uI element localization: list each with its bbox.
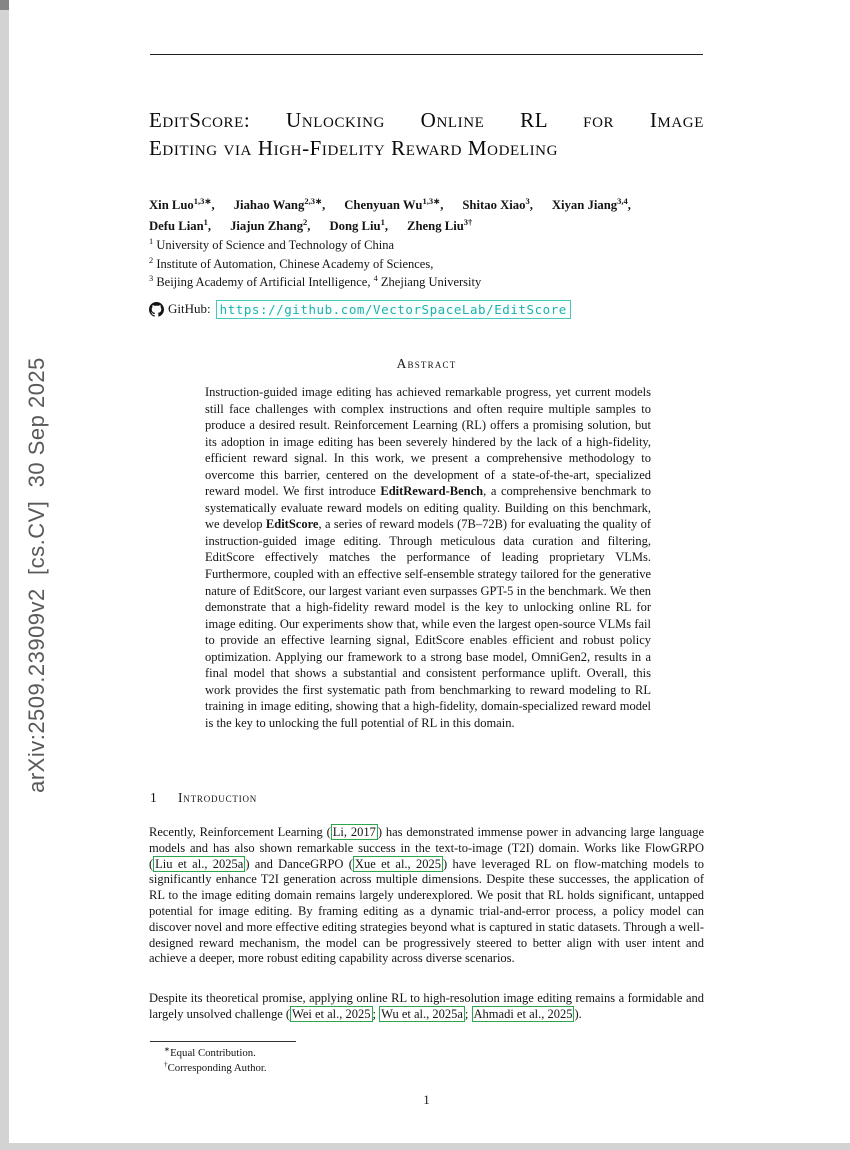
top-rule bbox=[150, 54, 703, 55]
footnotes-block bbox=[150, 1046, 703, 1075]
text-run: Defu Lian bbox=[149, 218, 204, 233]
section-heading-introduction bbox=[150, 790, 703, 806]
abstract-heading: Abstract bbox=[396, 356, 457, 371]
text-run: ) has demonstrated immense power in advancing large language models and has also shown remarkable success in the text-to-image (T2I) domain. Works like FlowGRPO ( bbox=[149, 825, 705, 871]
citation-link[interactable]: Wu et al., 2025a bbox=[381, 1006, 463, 1021]
text-run: Beijing Academy of Artificial Intelligence, bbox=[153, 275, 374, 290]
text-run: Chenyuan Wu bbox=[344, 198, 423, 212]
text-run: , bbox=[529, 198, 533, 212]
text-run: 1 bbox=[203, 216, 208, 227]
affiliation-line-3 bbox=[149, 273, 704, 292]
text-run: EditReward-Bench bbox=[380, 484, 484, 499]
abstract-text bbox=[205, 384, 651, 731]
text-run: 1 bbox=[149, 236, 154, 246]
page-edge-bottom bbox=[0, 1143, 850, 1150]
text-run: 3 bbox=[149, 274, 154, 284]
title-line-1: EditScore: Unlocking Online RL for Image bbox=[149, 108, 704, 132]
text-run: , a comprehensive benchmark to systematically evaluate reward models on editing quality. Building on this benchmark, we develop bbox=[205, 484, 651, 532]
text-run: ). bbox=[574, 1006, 582, 1021]
intro-paragraph-2 bbox=[149, 991, 704, 1023]
citation-link[interactable]: Li, 2017 bbox=[332, 825, 376, 839]
text-run: , bbox=[307, 218, 311, 233]
authors-line-2 bbox=[149, 216, 704, 237]
footnote-corresponding-author bbox=[150, 1061, 703, 1076]
text-run: 2 bbox=[149, 255, 154, 265]
text-run: , bbox=[211, 198, 215, 212]
page-edge-corner bbox=[0, 0, 9, 10]
text-run: Recently, Reinforcement Learning ( bbox=[149, 825, 331, 839]
text-run: , bbox=[440, 198, 444, 212]
text-run: 2 bbox=[303, 216, 308, 227]
text-run: Xin Luo bbox=[149, 198, 194, 212]
text-run: Despite its theoretical promise, applying online RL to high-resolution image editing remains a formidable and largely unsolved challenge ( bbox=[149, 991, 704, 1021]
title-line-2: Editing via High-Fidelity Reward Modeling bbox=[149, 136, 559, 160]
arxiv-stamp: arXiv:2509.23909v2 [cs.CV] 30 Sep 2025 bbox=[24, 357, 49, 793]
intro-paragraph-1 bbox=[149, 825, 704, 967]
text-run: , bbox=[207, 218, 212, 233]
text-run: Xiyan Jiang bbox=[551, 198, 618, 212]
citation-link[interactable]: Wei et al., 2025 bbox=[292, 1006, 371, 1021]
text-run: Jiajun Zhang bbox=[230, 218, 304, 233]
section-title: Introduction bbox=[178, 790, 258, 805]
github-link[interactable]: https://github.com/VectorSpaceLab/EditScore bbox=[216, 300, 571, 319]
section-number: 1 bbox=[150, 790, 157, 805]
text-run: 1 bbox=[380, 216, 385, 227]
page-edge-left bbox=[0, 0, 9, 1150]
text-run: 1,3∗ bbox=[422, 195, 441, 206]
text-run: ; bbox=[372, 1006, 380, 1021]
text-run: Zhejiang University bbox=[377, 275, 482, 290]
text-run: 2,3∗ bbox=[304, 195, 323, 206]
text-run: 4 bbox=[373, 274, 378, 284]
text-run: † bbox=[164, 1059, 168, 1068]
text-run: 3,4 bbox=[617, 195, 628, 206]
text-run: Instruction-guided image editing has achieved remarkable progress, yet current models still face challenges with complex instructions and often require multiple samples to produce a desired result. Reinforcement Learning (RL) offers a promising solution, but its adoption in image editing has been severely hindered by the lack of a high-fidelity, efficient reward signal. In this work, we present a comprehensive methodology to overcome this barrier, centered on the development of a state-of-the-art, specialized reward model. We first introduce bbox=[205, 385, 651, 499]
affiliation-line-1 bbox=[149, 236, 704, 255]
citation-link[interactable]: Ahmadi et al., 2025 bbox=[473, 1006, 573, 1021]
text-run: , bbox=[322, 198, 326, 212]
footnote-rule bbox=[150, 1041, 296, 1042]
text-run: , bbox=[384, 218, 389, 233]
text-run: ) have leveraged RL on flow-matching models to significantly enhance T2I generation across multiple dimensions. Despite these successes, the application of RL to the image editing domain remains largely underexplored. We posit that RL holds significant, untapped potential for image editing. By framing editing as a dynamic trial-and-error process, a policy model can discover novel and more effective editing strategies beyond what is captured in static datasets. Through a well-designed reward mechanism, the model can be progressively steered to better align with user intent and achieve a deeper, more robust editing capability across diverse scenarios. bbox=[149, 856, 704, 966]
authors-block bbox=[149, 195, 704, 236]
affiliations-block bbox=[149, 236, 704, 292]
text-run: Dong Liu bbox=[329, 218, 381, 233]
text-run: ∗ bbox=[164, 1045, 171, 1054]
text-run: Equal Contribution. bbox=[170, 1047, 256, 1059]
text-run: ) and DanceGRPO ( bbox=[245, 856, 353, 871]
page-number: 1 bbox=[423, 1093, 430, 1107]
text-run: Shitao Xiao bbox=[462, 198, 526, 212]
text-run: , a series of reward models (7B–72B) for evaluating the quality of instruction-guided image editing. Through meticulous data curation and filtering, EditScore effectively matches the performance of leading proprietary VLMs. Furthermore, coupled with an effective self-ensemble strategy tailored for the generative nature of EditScore, our largest variant even surpasses GPT-5 in the benchmark. We then demonstrate that a high-fidelity reward model is the key to unlocking online RL for image editing. Our experiments show that, while even the largest open-source VLMs fail to provide an effective learning signal, EditScore enables efficient and robust policy optimization. Applying our framework to a strong base model, OmniGen2, results in a final model that shows a substantial and consistent performance uplift. Overall, this work provides the first systematic path from benchmarking to reward modeling to RL training in image editing, showing that a high-fidelity, domain-specialized reward model is the key to unlocking the full potential of RL in this domain. bbox=[205, 517, 651, 730]
text-run: Zheng Liu bbox=[407, 218, 464, 233]
text-run: Corresponding Author. bbox=[167, 1061, 267, 1074]
github-icon bbox=[149, 302, 164, 317]
github-line bbox=[149, 297, 704, 321]
paper-title bbox=[149, 106, 704, 162]
citation-link[interactable]: Xue et al., 2025 bbox=[354, 856, 441, 871]
text-run: 3 bbox=[525, 195, 530, 206]
text-run: 3† bbox=[463, 216, 473, 227]
github-label: GitHub: bbox=[168, 301, 211, 316]
authors-line-1 bbox=[149, 195, 704, 216]
citation-link[interactable]: Liu et al., 2025a bbox=[155, 856, 244, 871]
text-run: 1,3∗ bbox=[193, 195, 212, 206]
text-run: , bbox=[627, 198, 631, 212]
text-run: Jiahao Wang bbox=[233, 198, 305, 212]
text-run: ; bbox=[464, 1006, 472, 1021]
text-run: University of Science and Technology of China bbox=[153, 238, 395, 252]
affiliation-line-2 bbox=[149, 255, 704, 274]
text-run: Institute of Automation, Chinese Academy of Sciences, bbox=[153, 256, 434, 271]
text-run: EditScore bbox=[265, 517, 319, 532]
footnote-equal-contribution bbox=[150, 1046, 703, 1061]
